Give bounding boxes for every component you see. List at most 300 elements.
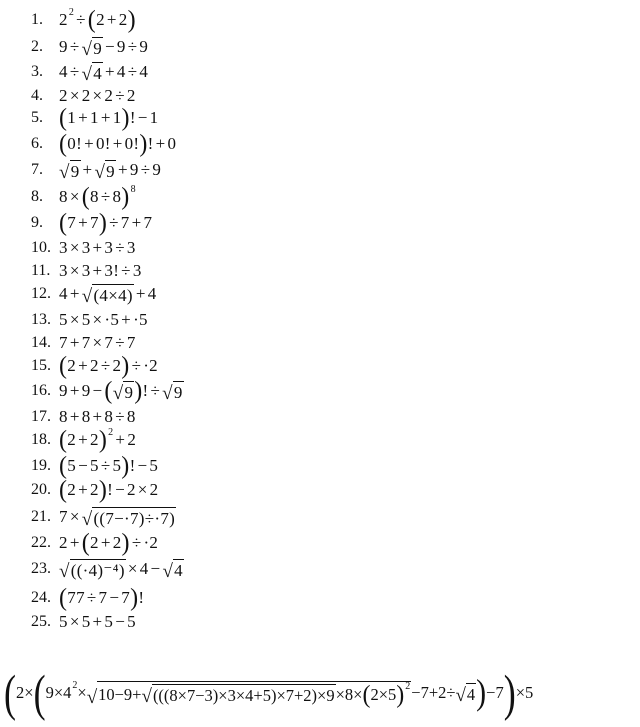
close-paren: ) bbox=[98, 426, 108, 454]
operator: × bbox=[127, 559, 138, 578]
operand: 77 bbox=[67, 588, 85, 607]
list-item bbox=[31, 60, 148, 84]
operand: 0 bbox=[167, 134, 177, 153]
sqrt-small bbox=[455, 682, 476, 705]
operand: 2 bbox=[81, 86, 91, 105]
operand: 2 bbox=[90, 480, 99, 499]
operator: ÷ bbox=[140, 160, 151, 179]
exponent: 2 bbox=[405, 681, 411, 692]
operand: 8 bbox=[90, 187, 99, 206]
operand: 8 bbox=[126, 407, 136, 426]
operand: 9 bbox=[152, 160, 162, 179]
open-paren: ( bbox=[59, 104, 68, 132]
operand: 9 bbox=[59, 37, 68, 56]
list-item bbox=[31, 478, 158, 502]
operator: − bbox=[150, 559, 161, 578]
item-number: 3. bbox=[31, 63, 43, 80]
item-number: 8. bbox=[31, 188, 43, 205]
operator: ÷ bbox=[86, 588, 97, 607]
close-paren: ) bbox=[396, 680, 405, 709]
operator: + bbox=[112, 134, 123, 153]
math-expression bbox=[59, 354, 158, 378]
operand: 9 bbox=[129, 160, 139, 179]
operand: 2 bbox=[67, 430, 77, 449]
operand: 5 bbox=[90, 456, 99, 475]
operator: ÷ bbox=[115, 407, 125, 426]
operand: 0! bbox=[67, 134, 83, 153]
item-number: 15. bbox=[31, 357, 51, 374]
list-item bbox=[31, 428, 136, 452]
operand: 1 bbox=[149, 108, 159, 127]
operator: − bbox=[92, 381, 103, 400]
radical-icon: √ bbox=[162, 382, 173, 404]
math-expression bbox=[59, 558, 184, 581]
square-root: √ 9 bbox=[112, 382, 134, 404]
operator: + bbox=[69, 284, 80, 303]
operand: 3 bbox=[126, 238, 136, 257]
item-number: 9. bbox=[31, 214, 43, 231]
open-paren: ( bbox=[59, 452, 68, 480]
open-paren: ( bbox=[81, 529, 90, 557]
open-paren: ( bbox=[81, 183, 90, 211]
list-item bbox=[31, 106, 158, 130]
sqrt-inner bbox=[142, 683, 336, 706]
operator: ÷ bbox=[69, 37, 80, 56]
operand: 3 bbox=[81, 261, 91, 280]
square-root: √ 9 bbox=[59, 161, 80, 183]
operand: 7 bbox=[104, 333, 114, 352]
operand: ! bbox=[138, 588, 145, 607]
open-paren: ( bbox=[59, 352, 68, 380]
item-number: 5. bbox=[31, 109, 43, 126]
close-paren: ) bbox=[98, 476, 108, 504]
list-item bbox=[31, 379, 184, 403]
operator: × bbox=[69, 187, 80, 206]
close-paren: ) bbox=[127, 6, 136, 34]
operator: ÷ bbox=[109, 213, 119, 232]
operator: + bbox=[78, 430, 88, 449]
close-paren: ) bbox=[134, 377, 143, 405]
open-paren: ( bbox=[87, 6, 97, 34]
math-expression bbox=[59, 379, 184, 403]
operand: 5 bbox=[112, 456, 122, 475]
operator: ÷ bbox=[121, 261, 131, 280]
operand: 7 bbox=[67, 213, 77, 232]
expr-part: 4 bbox=[466, 684, 476, 704]
operator: + bbox=[82, 160, 93, 179]
operator: × bbox=[69, 238, 80, 257]
operand: 8 bbox=[112, 187, 122, 206]
operator: + bbox=[92, 612, 103, 631]
radical-icon: √ bbox=[94, 161, 106, 183]
operand: 2 bbox=[90, 356, 99, 375]
expr-part: 9×4 bbox=[45, 683, 72, 702]
item-number: 18. bbox=[31, 431, 51, 448]
operator: ÷ bbox=[131, 356, 142, 375]
operand: 1 bbox=[112, 108, 122, 127]
operator: − bbox=[115, 480, 125, 499]
math-expression bbox=[59, 238, 136, 258]
operand: 5 bbox=[59, 612, 68, 631]
operator: + bbox=[155, 134, 166, 153]
operand: 7 bbox=[81, 333, 91, 352]
item-number: 16. bbox=[31, 382, 51, 399]
operand: 5 bbox=[104, 612, 114, 631]
square-root: √ 9 bbox=[81, 38, 102, 60]
list-item bbox=[31, 35, 148, 59]
open-paren: ( bbox=[59, 426, 68, 454]
math-expression bbox=[59, 211, 152, 235]
operand: 7 bbox=[59, 507, 68, 526]
operand: 2 bbox=[90, 430, 99, 449]
square-root: √ ((7−·7)÷·7) bbox=[81, 508, 176, 530]
operand: 5 bbox=[59, 310, 68, 329]
square-root: √ 4 bbox=[81, 63, 102, 85]
math-expression bbox=[59, 61, 148, 84]
operand: 7 bbox=[121, 588, 131, 607]
operator: + bbox=[78, 356, 88, 375]
expr-part: × bbox=[77, 683, 87, 702]
item-number: 1. bbox=[31, 11, 43, 28]
operand: 5 bbox=[81, 310, 91, 329]
open-paren: ( bbox=[362, 680, 371, 709]
item-number: 25. bbox=[31, 613, 51, 630]
list-item bbox=[31, 185, 136, 209]
math-expression bbox=[59, 8, 136, 32]
open-paren: ( bbox=[4, 665, 16, 721]
operator: + bbox=[78, 213, 88, 232]
math-expression bbox=[59, 531, 158, 555]
operand: 9 bbox=[139, 37, 149, 56]
math-expression bbox=[59, 132, 176, 156]
close-paren: ) bbox=[121, 183, 130, 211]
radical-icon: √ bbox=[81, 63, 93, 85]
square-root: √ 9 bbox=[94, 161, 115, 183]
operand: 2 bbox=[112, 533, 122, 552]
operand: 2 bbox=[126, 480, 136, 499]
operator: ÷ bbox=[150, 381, 161, 400]
open-paren: ( bbox=[59, 130, 68, 158]
operand: 4 bbox=[139, 559, 149, 578]
operand: 1 bbox=[90, 108, 99, 127]
operand: 2 bbox=[59, 86, 68, 105]
final-expression bbox=[4, 665, 534, 721]
radical-icon: √ bbox=[162, 560, 174, 582]
item-number: 7. bbox=[31, 161, 43, 178]
operand: 5 bbox=[67, 456, 77, 475]
expr-part: (((8×7−3)×3×4+5)×7+2)×9 bbox=[152, 686, 335, 705]
list-item bbox=[31, 331, 136, 355]
close-paren: ) bbox=[121, 452, 130, 480]
operand: 2 bbox=[96, 10, 105, 29]
operand: 5 bbox=[127, 612, 136, 631]
radical-icon: √ bbox=[59, 560, 70, 582]
operand: 3 bbox=[59, 238, 68, 257]
operator: × bbox=[69, 86, 80, 105]
math-expression bbox=[59, 86, 136, 106]
operand: 3 bbox=[81, 238, 91, 257]
operand: 7 bbox=[126, 333, 136, 352]
operand: 4 bbox=[147, 284, 157, 303]
operator: + bbox=[92, 261, 103, 280]
square-root: √ 4 bbox=[162, 560, 183, 582]
operator: + bbox=[69, 333, 80, 352]
item-number: 14. bbox=[31, 334, 51, 351]
math-expression bbox=[59, 283, 157, 306]
operator: + bbox=[78, 108, 88, 127]
operator: ÷ bbox=[115, 333, 125, 352]
math-expression bbox=[59, 310, 148, 330]
list-item bbox=[31, 586, 144, 610]
operand: 2 bbox=[127, 430, 137, 449]
math-expression bbox=[59, 185, 136, 209]
operator: ÷ bbox=[131, 533, 142, 552]
close-paren: ) bbox=[476, 672, 487, 713]
operand: ·5 bbox=[104, 310, 120, 329]
math-expression bbox=[59, 612, 136, 632]
operand: 3 bbox=[59, 261, 68, 280]
radical-icon: √ bbox=[59, 161, 70, 183]
list-item bbox=[31, 84, 136, 108]
close-paren: ) bbox=[503, 665, 516, 721]
operator: − bbox=[109, 588, 120, 607]
operator: + bbox=[115, 430, 126, 449]
item-number: 13. bbox=[31, 311, 51, 328]
open-paren: ( bbox=[59, 209, 68, 237]
open-paren: ( bbox=[59, 476, 68, 504]
operand: 7 bbox=[98, 588, 108, 607]
list-item bbox=[31, 282, 157, 306]
close-paren: ) bbox=[130, 584, 139, 612]
math-expression bbox=[59, 36, 148, 59]
item-number: 24. bbox=[31, 589, 51, 606]
operand: 7 bbox=[143, 213, 153, 232]
operand: 2 bbox=[149, 480, 159, 499]
exponent: 2 bbox=[68, 6, 75, 18]
item-number: 17. bbox=[31, 408, 51, 425]
expr-part: ×5 bbox=[515, 683, 534, 702]
operator: + bbox=[135, 284, 146, 303]
operand: 3 bbox=[104, 238, 114, 257]
item-number: 10. bbox=[31, 239, 51, 256]
open-paren: ( bbox=[33, 665, 46, 721]
operator: × bbox=[69, 507, 80, 526]
math-expression bbox=[59, 159, 161, 182]
operator: ÷ bbox=[127, 62, 138, 81]
operand: 2 bbox=[67, 356, 77, 375]
operand: 4 bbox=[116, 62, 126, 81]
operator: × bbox=[137, 480, 148, 499]
operand: ! bbox=[129, 456, 136, 475]
math-expression bbox=[59, 261, 142, 281]
operator: + bbox=[117, 160, 128, 179]
expr-part: 2× bbox=[16, 683, 34, 702]
operator: − bbox=[137, 108, 148, 127]
list-item bbox=[31, 8, 136, 32]
operator: − bbox=[137, 456, 148, 475]
list-item bbox=[31, 259, 142, 283]
list-item bbox=[31, 308, 148, 332]
close-paren: ) bbox=[121, 104, 130, 132]
close-paren: ) bbox=[98, 209, 108, 237]
operator: + bbox=[92, 407, 103, 426]
operator: − bbox=[78, 456, 88, 475]
list-item bbox=[31, 236, 136, 260]
operand: ! bbox=[129, 108, 136, 127]
item-number: 19. bbox=[31, 457, 51, 474]
operand: 8 bbox=[81, 407, 91, 426]
item-number: 2. bbox=[31, 38, 43, 55]
item-number: 4. bbox=[31, 87, 43, 104]
item-number: 21. bbox=[31, 508, 51, 525]
operator: × bbox=[92, 333, 103, 352]
operand: 2 bbox=[67, 480, 77, 499]
operator: + bbox=[105, 62, 115, 81]
radical-icon: √ bbox=[86, 686, 98, 708]
math-expression bbox=[59, 333, 136, 353]
radical-icon: √ bbox=[112, 382, 124, 404]
close-paren: ) bbox=[121, 529, 130, 557]
operator: ÷ bbox=[100, 356, 111, 375]
operator: + bbox=[100, 533, 111, 552]
operator: + bbox=[69, 407, 80, 426]
operator: + bbox=[84, 134, 94, 153]
operand: ! bbox=[147, 134, 154, 153]
operand: 1 bbox=[67, 108, 77, 127]
math-expression bbox=[59, 428, 136, 452]
operand: 2 bbox=[104, 86, 114, 105]
operator: − bbox=[105, 37, 115, 56]
item-number: 23. bbox=[31, 560, 51, 577]
expr-part: 2×5 bbox=[370, 684, 397, 704]
close-paren: ) bbox=[121, 352, 130, 380]
operand: 4 bbox=[59, 284, 68, 303]
operand: 8 bbox=[59, 187, 68, 206]
expr-part: −7 bbox=[486, 683, 504, 702]
radical-icon: √ bbox=[141, 686, 152, 707]
radical-icon: √ bbox=[81, 38, 93, 60]
operand: 2 bbox=[126, 86, 136, 105]
operand: 9 bbox=[59, 381, 68, 400]
operator: + bbox=[92, 238, 103, 257]
operator: − bbox=[115, 612, 126, 631]
radical-icon: √ bbox=[81, 285, 93, 307]
list-item bbox=[31, 557, 184, 581]
operand: ·2 bbox=[143, 533, 159, 552]
square-root: √ 9 bbox=[162, 382, 183, 404]
operand: 5 bbox=[81, 612, 91, 631]
operator: ÷ bbox=[69, 62, 80, 81]
operand: ! bbox=[142, 381, 149, 400]
operator: × bbox=[69, 310, 80, 329]
math-expression bbox=[59, 106, 158, 130]
operand: 2 bbox=[59, 10, 68, 29]
operator: ÷ bbox=[100, 187, 111, 206]
close-paren: ) bbox=[139, 130, 148, 158]
operator: + bbox=[121, 310, 132, 329]
operator: × bbox=[69, 612, 80, 631]
operand: 3 bbox=[132, 261, 142, 280]
list-item bbox=[31, 531, 158, 555]
list-item bbox=[31, 405, 136, 429]
operand: 4 bbox=[59, 62, 68, 81]
expr-part: −7+2÷ bbox=[411, 683, 456, 702]
operator: + bbox=[78, 480, 88, 499]
operand: 3! bbox=[104, 261, 120, 280]
operand: 7 bbox=[90, 213, 99, 232]
math-expression bbox=[59, 407, 136, 427]
math-expression bbox=[59, 478, 158, 502]
operator: ÷ bbox=[127, 37, 138, 56]
list-item bbox=[31, 211, 152, 235]
operand: 2 bbox=[59, 533, 68, 552]
operand: 2 bbox=[90, 533, 99, 552]
math-expression bbox=[59, 454, 158, 478]
operand: ·5 bbox=[133, 310, 148, 329]
operand: 7 bbox=[120, 213, 130, 232]
list-item bbox=[31, 354, 158, 378]
operator: + bbox=[69, 381, 80, 400]
operator: ÷ bbox=[115, 238, 125, 257]
square-root: √ (4×4) bbox=[81, 285, 133, 307]
sqrt-outer bbox=[87, 680, 412, 707]
operator: × bbox=[69, 261, 80, 280]
operand: 2 bbox=[112, 356, 122, 375]
radical-icon: √ bbox=[455, 684, 466, 706]
operand: 9 bbox=[116, 37, 126, 56]
operand: 7 bbox=[59, 333, 68, 352]
list-item bbox=[31, 454, 158, 478]
exponent: 8 bbox=[130, 183, 136, 195]
operand: 0! bbox=[95, 134, 111, 153]
list-item bbox=[31, 610, 136, 634]
list-item bbox=[31, 132, 176, 156]
item-number: 12. bbox=[31, 285, 51, 302]
square-root: √ ((·4)⁻⁴) bbox=[59, 560, 125, 582]
open-paren: ( bbox=[59, 584, 68, 612]
operand: 5 bbox=[149, 456, 159, 475]
operator: ÷ bbox=[100, 456, 111, 475]
item-number: 20. bbox=[31, 481, 51, 498]
operand: 2 bbox=[118, 10, 128, 29]
math-expression bbox=[59, 586, 144, 610]
item-number: 22. bbox=[31, 534, 51, 551]
operator: + bbox=[69, 533, 80, 552]
operand: 4 bbox=[139, 62, 149, 81]
operand: 8 bbox=[59, 407, 68, 426]
math-expression bbox=[59, 506, 176, 529]
operand: 9 bbox=[81, 381, 91, 400]
item-number: 6. bbox=[31, 135, 43, 152]
operator: + bbox=[131, 213, 142, 232]
operator: + bbox=[106, 10, 117, 29]
expr-part: ×8× bbox=[335, 684, 363, 704]
operator: × bbox=[92, 310, 103, 329]
open-paren: ( bbox=[104, 377, 113, 405]
operator: × bbox=[92, 86, 103, 105]
list-item bbox=[31, 505, 176, 529]
operator: ÷ bbox=[115, 86, 125, 105]
operand: 8 bbox=[104, 407, 114, 426]
expr-part: 10−9+ bbox=[98, 684, 142, 704]
operator: + bbox=[100, 108, 111, 127]
list-item bbox=[31, 158, 161, 182]
operand: ! bbox=[107, 480, 114, 499]
operand: 0! bbox=[124, 134, 140, 153]
operator: ÷ bbox=[76, 10, 86, 29]
exponent: 2 bbox=[108, 426, 114, 438]
exponent: 2 bbox=[72, 679, 78, 691]
